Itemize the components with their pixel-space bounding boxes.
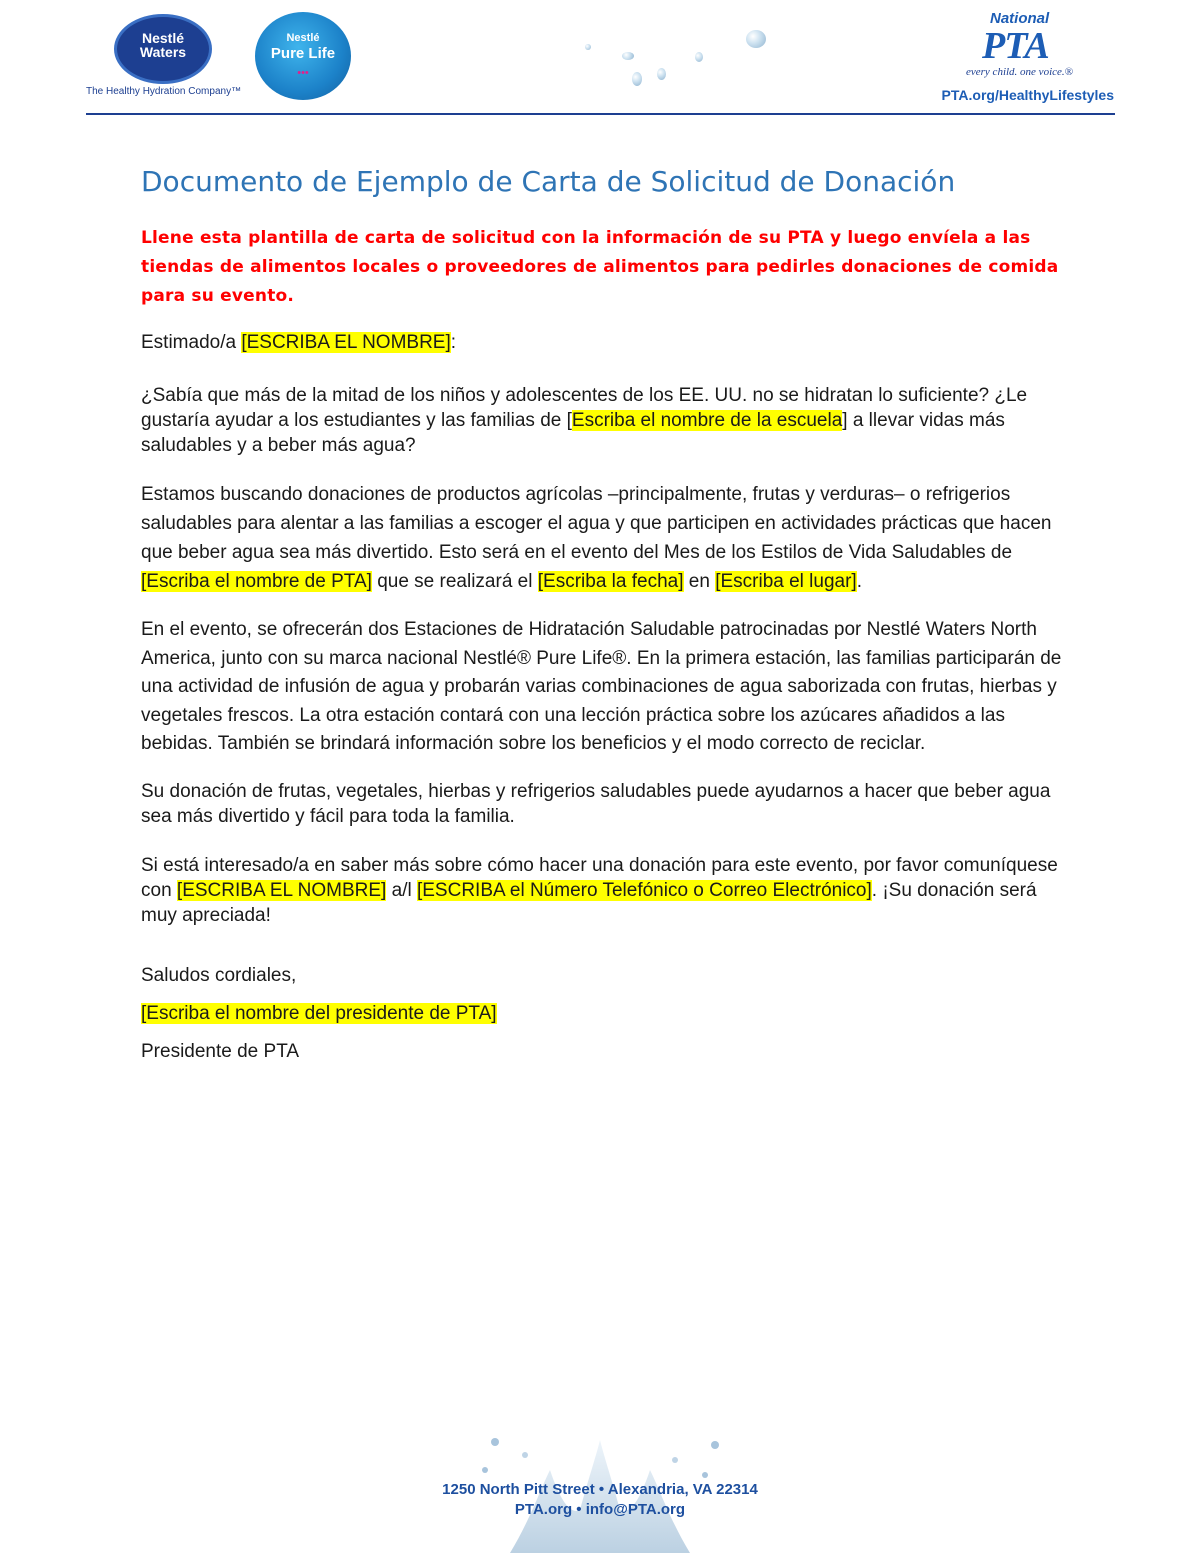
greeting [141, 331, 1066, 355]
pta-url-link[interactable]: PTA.org/HealthyLifestyles [941, 87, 1114, 103]
nestle-waters-line1: Nestlé [141, 30, 185, 46]
family-figures-icon: ••• [297, 67, 309, 79]
water-drop-icon [622, 52, 634, 60]
signature-block [141, 964, 1066, 1064]
paragraph-1 [141, 383, 1066, 458]
greeting-prefix: Estimado/a [141, 332, 242, 353]
water-drop-icon [746, 30, 766, 48]
nestle-waters-logo [86, 14, 246, 104]
paragraph-3: En el evento, se ofrecerán dos Estaciones de Hidratación Saludable patrocinadas por Nestlé Waters North America, junto con su marca nacional Nestlé® Pure Life®. En la primera estación, las familias participarán de una actividad de infusión de agua y probarán varias combinaciones de agua saborizada con frutas, hierbas y vegetales frescos. La otra estación contará con una lección práctica sobre los azúcares añadidos a las bebidas. También se brindará información sobre los beneficios y el modo correcto de reciclar. [141, 619, 1062, 754]
school-name-placeholder: Escriba el nombre de la escuela [571, 410, 843, 431]
water-drop-icon [585, 44, 591, 50]
pure-life-line1: Nestlé [286, 32, 320, 44]
footer-contact [0, 1480, 1200, 1520]
pta-name-placeholder: [Escriba el nombre de PTA] [141, 571, 372, 592]
signature-name-line [141, 1002, 1066, 1026]
nestle-waters-line2: Waters [139, 44, 187, 60]
paragraph-5-text-b: a/l [386, 879, 417, 901]
water-drop-icon [632, 72, 642, 86]
pta-wordmark: PTA [982, 25, 1049, 67]
pta-logo [940, 8, 1120, 108]
paragraph-4: Su donación de frutas, vegetales, hierbas y refrigerios saludables puede ayudarnos a hacer que beber agua sea más divertido y fácil para toda la familia. [141, 780, 1051, 827]
contact-info-placeholder: [ESCRIBA el Número Telefónico o Correo Electrónico] [416, 879, 872, 901]
paragraph-2 [141, 480, 1066, 596]
document-title: Documento de Ejemplo de Carta de Solicitud de Donación [141, 165, 956, 198]
recipient-name-placeholder: [ESCRIBA EL NOMBRE] [241, 332, 451, 353]
closing: Saludos cordiales, [141, 964, 297, 986]
signature-title: Presidente de PTA [141, 1040, 300, 1062]
paragraph-2-text-a: Estamos buscando donaciones de productos agrícolas –principalmente, frutas y verduras– o refrigerios saludables para alentar a las familias a escoger el agua y que participen en actividades prácticas que hacen que beber agua sea más divertido. Esto será en el evento del Mes de los Estilos de Vida Saludables de [141, 484, 1052, 563]
paragraph-5-text-a: Si está interesado/a en saber más sobre cómo hacer una donación para este evento, por favor comuníquese con [141, 854, 1058, 901]
water-drop-icon [695, 52, 703, 62]
letterhead-footer [0, 1400, 1200, 1553]
pure-life-logo [255, 12, 351, 100]
header-divider [86, 113, 1115, 115]
nestle-waters-oval-icon [114, 14, 212, 84]
instructions-text: Llene esta plantilla de carta de solicitud con la información de su PTA y luego envíela a las tiendas de alimentos locales o proveedores de alimentos para pedirles donaciones de comida para su evento. [141, 228, 1059, 306]
location-placeholder: [Escriba el lugar] [715, 571, 857, 592]
letterhead [0, 0, 1200, 120]
footer-address: 1250 North Pitt Street • Alexandria, VA 22314 [442, 1481, 758, 1498]
paragraph-1-text-a: ¿Sabía que más de la mitad de los niños y adolescentes de los EE. UU. no se hidratan lo suficiente? ¿Le gustaría ayudar a los estudiantes y las familias de [ [141, 385, 1028, 431]
pta-tagline: every child. one voice.® [966, 66, 1073, 78]
water-drop-icon [657, 68, 666, 80]
pta-national-label: National [990, 10, 1050, 27]
paragraph-5-text-c: . ¡Su donación será muy apreciada! [141, 879, 1037, 926]
president-name-placeholder: [Escriba el nombre del presidente de PTA] [141, 1002, 497, 1024]
pure-life-line2: Pure Life [270, 45, 336, 62]
paragraph-2-text-c: en [683, 571, 716, 592]
contact-name-placeholder: [ESCRIBA EL NOMBRE] [176, 879, 387, 901]
paragraph-2-text-d: . [856, 571, 862, 592]
greeting-suffix: : [450, 332, 457, 353]
footer-links[interactable]: PTA.org • info@PTA.org [514, 1501, 686, 1518]
letter-body [141, 160, 1066, 1064]
paragraph-2-text-b: que se realizará el [371, 571, 538, 592]
paragraph-1-text-b: ] a llevar vidas más saludables y a beber más agua? [141, 410, 1005, 456]
date-placeholder: [Escriba la fecha] [537, 571, 684, 592]
nestle-waters-tagline: The Healthy Hydration Company™ [86, 86, 242, 97]
paragraph-5 [141, 853, 1066, 928]
